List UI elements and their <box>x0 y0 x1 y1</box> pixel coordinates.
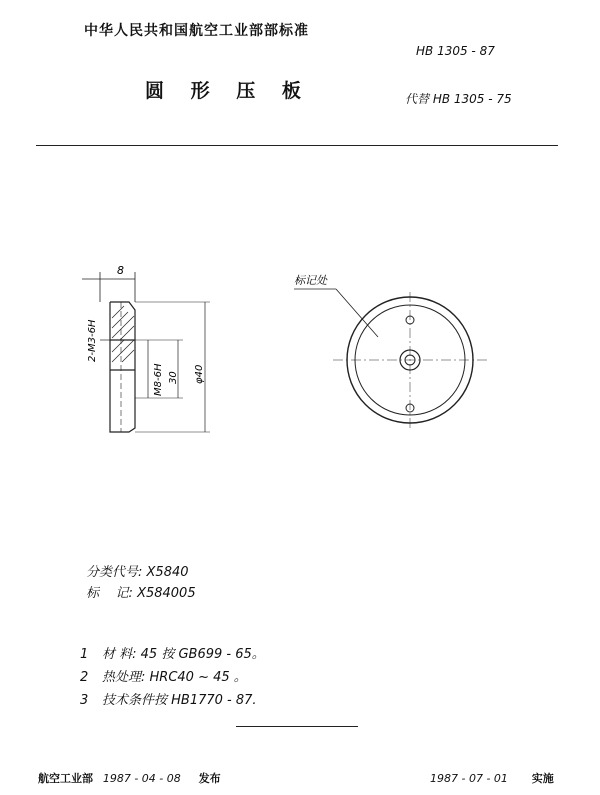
marking-code <box>86 582 196 601</box>
note-number: 1 <box>80 647 89 662</box>
dim-side-holes: 2-M3-6H <box>87 319 98 362</box>
note-number: 2 <box>80 670 89 685</box>
dim-center-hole: M8-6H <box>153 363 164 396</box>
issue-label: 发布 <box>198 772 221 785</box>
effective-date: 1987 - 07 - 01 <box>430 772 508 785</box>
classification-code-value: X5840 <box>146 565 189 580</box>
end-divider <box>236 726 358 727</box>
issuing-authority: 中华人民共和国航空工业部部标准 <box>84 23 309 39</box>
issue-info <box>38 770 221 786</box>
dim-outer-dia: φ40 <box>194 364 205 384</box>
issuer: 航空工业部 <box>38 772 93 785</box>
effective-label: 实施 <box>531 772 554 785</box>
note-text: 热处理: HRC40 ~ 45 。 <box>102 670 247 685</box>
note-text: 材 料: 45 按 GB699 - 65。 <box>102 647 265 662</box>
issue-date: 1987 - 04 - 08 <box>102 772 181 785</box>
note-text: 技术条件按 HB1770 - 87. <box>102 693 257 708</box>
document-title: 圆 形 压 板 <box>145 80 311 102</box>
note-item <box>80 689 257 708</box>
dim-inner-dia: 30 <box>168 371 179 384</box>
note-item <box>80 643 265 662</box>
side-view <box>82 272 210 432</box>
classification-code-label: 分类代号: <box>86 565 143 580</box>
replaces-standard: 代替 HB 1305 - 75 <box>405 92 512 106</box>
marking-code-label: 标 记: <box>86 586 133 601</box>
note-item <box>80 666 247 685</box>
note-number: 3 <box>80 693 89 708</box>
front-view <box>294 289 488 430</box>
standard-number: HB 1305 - 87 <box>416 44 495 58</box>
classification-code <box>86 561 189 580</box>
effective-info <box>430 770 554 786</box>
marking-code-value: X584005 <box>137 586 196 601</box>
marking-location-label: 标记处 <box>294 274 327 287</box>
dim-thickness: 8 <box>117 264 124 277</box>
